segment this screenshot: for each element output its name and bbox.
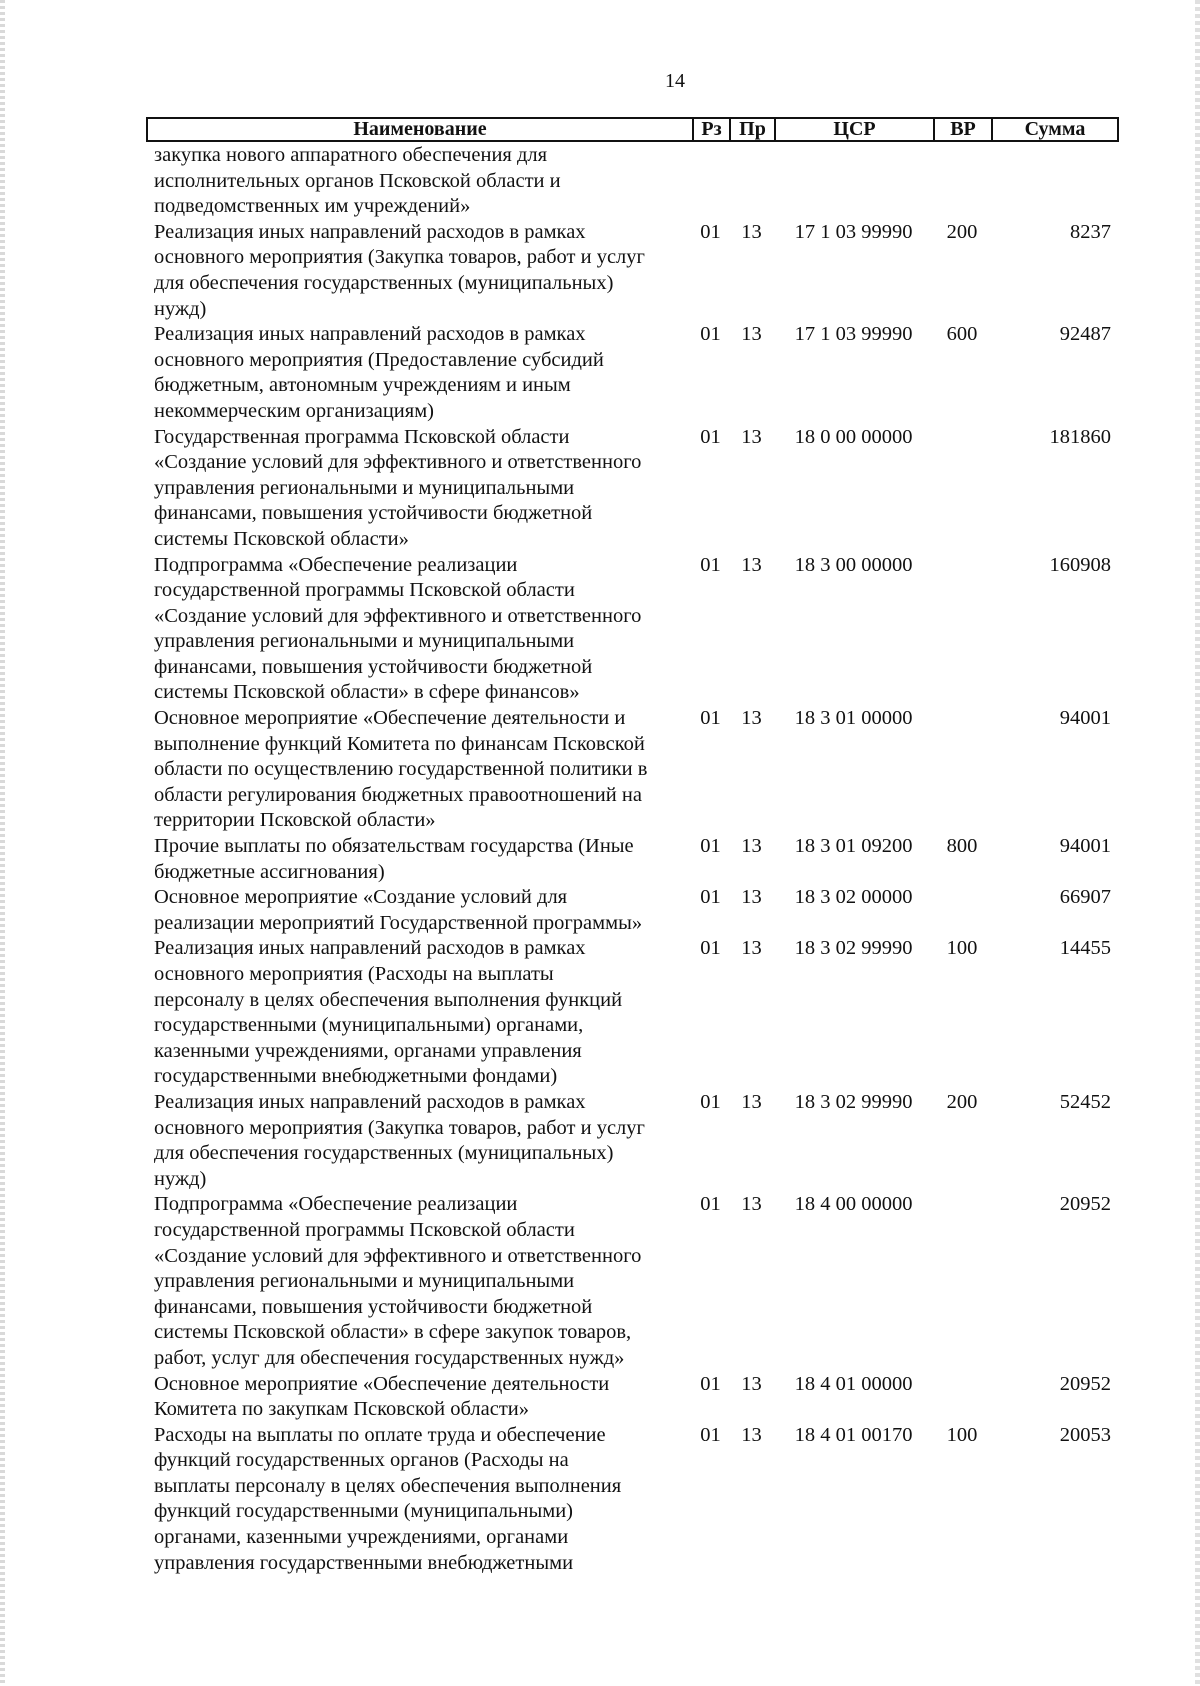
row-rz: 01 <box>700 1193 721 1216</box>
row-csr: 17 1 03 99990 <box>794 323 913 346</box>
row-csr: 18 4 01 00000 <box>794 1372 913 1395</box>
row-vr: 200 <box>946 220 978 243</box>
row-sum: 94001 <box>1059 707 1111 730</box>
row-rz: 01 <box>700 707 721 730</box>
row-name: Реализация иных направлений расходов в рамках основного мероприятия (Закупка товаров, работ и услуг для обеспечения государственных (муниципальных) нужд) <box>154 220 645 320</box>
row-vr: 100 <box>946 1423 978 1446</box>
table-row <box>146 885 1119 936</box>
header-vr: ВР <box>935 119 993 140</box>
table-row <box>146 1423 1119 1577</box>
table-row <box>146 706 1119 834</box>
row-sum <box>991 143 1119 220</box>
row-name: Основное мероприятие «Обеспечение деятельности Комитета по закупкам Псковской области» <box>154 1372 610 1421</box>
row-name: Реализация иных направлений расходов в рамках основного мероприятия (Закупка товаров, работ и услуг для обеспечения государственных (муниципальных) нужд) <box>154 1090 645 1190</box>
row-pr: 13 <box>741 707 762 730</box>
row-csr: 18 3 02 99990 <box>794 937 913 960</box>
table-row <box>146 425 1119 553</box>
row-vr: 600 <box>946 323 978 346</box>
scan-edge-right <box>1195 0 1200 1686</box>
row-name: Реализация иных направлений расходов в рамках основного мероприятия (Расходы на выплаты персоналу в целях обеспечения выполнения функций государственными (муниципальными) органами, казенными учреждениями, органами управления государственными внебюджетными фондами) <box>154 937 623 1088</box>
row-rz <box>692 143 729 220</box>
table-row <box>146 220 1119 322</box>
table-row <box>146 1372 1119 1423</box>
row-name: Основное мероприятие «Создание условий для реализации мероприятий Государственной программы» <box>154 886 643 934</box>
row-csr <box>774 143 933 220</box>
row-vr <box>933 553 991 707</box>
scan-edge-left <box>0 0 5 1686</box>
row-rz: 01 <box>700 425 721 448</box>
row-csr: 18 3 01 00000 <box>794 707 913 730</box>
header-name: Наименование <box>148 119 694 140</box>
page-number: 14 <box>665 70 685 92</box>
row-vr <box>933 1192 991 1371</box>
row-pr: 13 <box>741 937 762 960</box>
row-sum: 52452 <box>1059 1090 1111 1113</box>
row-csr: 18 3 02 00000 <box>794 886 913 909</box>
row-name: Расходы на выплаты по оплате труда и обеспечение функций государственных органов (Расходы на выплаты персоналу в целях обеспечения выполнения функций государственными (муниципальными) органами, казенными учреждениями, органами управления государственными внебюджетными <box>154 1423 622 1574</box>
row-pr: 13 <box>741 323 762 346</box>
row-csr: 17 1 03 99990 <box>794 220 913 243</box>
row-name: закупка нового аппаратного обеспечения для исполнительных органов Псковской области и подведомственных им учреждений» <box>154 144 561 218</box>
row-vr <box>933 706 991 834</box>
table-body <box>146 143 1119 1576</box>
row-pr: 13 <box>741 425 762 448</box>
row-sum: 94001 <box>1059 835 1111 858</box>
header-pr: Пр <box>731 119 776 140</box>
table-row <box>146 936 1119 1090</box>
row-sum: 20053 <box>1059 1423 1111 1446</box>
row-sum: 92487 <box>1059 323 1111 346</box>
row-csr: 18 0 00 00000 <box>794 425 913 448</box>
row-rz: 01 <box>700 1423 721 1446</box>
table-row <box>146 143 1119 220</box>
row-vr: 200 <box>946 1090 978 1113</box>
row-rz: 01 <box>700 1372 721 1395</box>
header-csr: ЦСР <box>776 119 935 140</box>
row-sum: 8237 <box>1070 220 1111 243</box>
row-pr: 13 <box>741 1193 762 1216</box>
table-row <box>146 1090 1119 1192</box>
row-pr: 13 <box>741 886 762 909</box>
row-rz: 01 <box>700 937 721 960</box>
row-pr: 13 <box>741 1423 762 1446</box>
table-row <box>146 322 1119 424</box>
row-name: Подпрограмма «Обеспечение реализации государственной программы Псковской области «Создание условий для эффективного и ответственного управления региональными и муниципальными финансами, повышения устойчивости бюджетной системы Псковской области» в сфере финансов» <box>154 553 642 704</box>
row-rz: 01 <box>700 835 721 858</box>
table-row <box>146 834 1119 885</box>
row-vr <box>933 1372 991 1423</box>
table-header <box>146 117 1119 142</box>
header-sum: Сумма <box>1024 118 1086 140</box>
row-sum: 20952 <box>1059 1193 1111 1216</box>
row-pr: 13 <box>741 1090 762 1113</box>
row-name: Прочие выплаты по обязательствам государства (Иные бюджетные ассигнования) <box>154 835 634 883</box>
row-vr <box>933 425 991 553</box>
row-vr: 800 <box>946 835 978 858</box>
row-sum: 181860 <box>1049 425 1111 448</box>
row-name: Основное мероприятие «Обеспечение деятельности и выполнение функций Комитета по финансам Псковской области по осуществлению государственной политики в области регулирования бюджетных правоотношений на территории Псковской области» <box>154 707 648 832</box>
row-name: Государственная программа Псковской области «Создание условий для эффективного и ответственного управления региональными и муниципальными финансами, повышения устойчивости бюджетной системы Псковской области» <box>154 425 642 550</box>
row-csr: 18 3 01 09200 <box>794 835 913 858</box>
row-sum: 20952 <box>1059 1372 1111 1395</box>
row-rz: 01 <box>700 886 721 909</box>
row-csr: 18 3 00 00000 <box>794 553 913 576</box>
row-vr <box>933 885 991 936</box>
table-row <box>146 553 1119 707</box>
header-rz: Рз <box>694 119 731 140</box>
row-sum: 160908 <box>1049 553 1111 576</box>
row-rz: 01 <box>700 323 721 346</box>
row-pr: 13 <box>741 1372 762 1395</box>
row-vr <box>933 143 991 220</box>
row-pr: 13 <box>741 220 762 243</box>
row-rz: 01 <box>700 1090 721 1113</box>
row-pr: 13 <box>741 553 762 576</box>
row-csr: 18 4 01 00170 <box>794 1423 913 1446</box>
row-rz: 01 <box>700 220 721 243</box>
row-csr: 18 4 00 00000 <box>794 1193 913 1216</box>
row-rz: 01 <box>700 553 721 576</box>
row-name: Подпрограмма «Обеспечение реализации государственной программы Псковской области «Создание условий для эффективного и ответственного управления региональными и муниципальными финансами, повышения устойчивости бюджетной системы Псковской области» в сфере закупок товаров, работ, услуг для обеспечения государственных нужд» <box>154 1193 642 1369</box>
row-name: Реализация иных направлений расходов в рамках основного мероприятия (Предоставление субсидий бюджетным, автономным учреждениям и иным некоммерческим организациям) <box>154 323 604 422</box>
row-csr: 18 3 02 99990 <box>794 1090 913 1113</box>
row-sum: 14455 <box>1059 937 1111 960</box>
row-pr <box>729 143 774 220</box>
row-vr: 100 <box>946 937 978 960</box>
row-pr: 13 <box>741 835 762 858</box>
table-row <box>146 1192 1119 1371</box>
row-sum: 66907 <box>1059 886 1111 909</box>
